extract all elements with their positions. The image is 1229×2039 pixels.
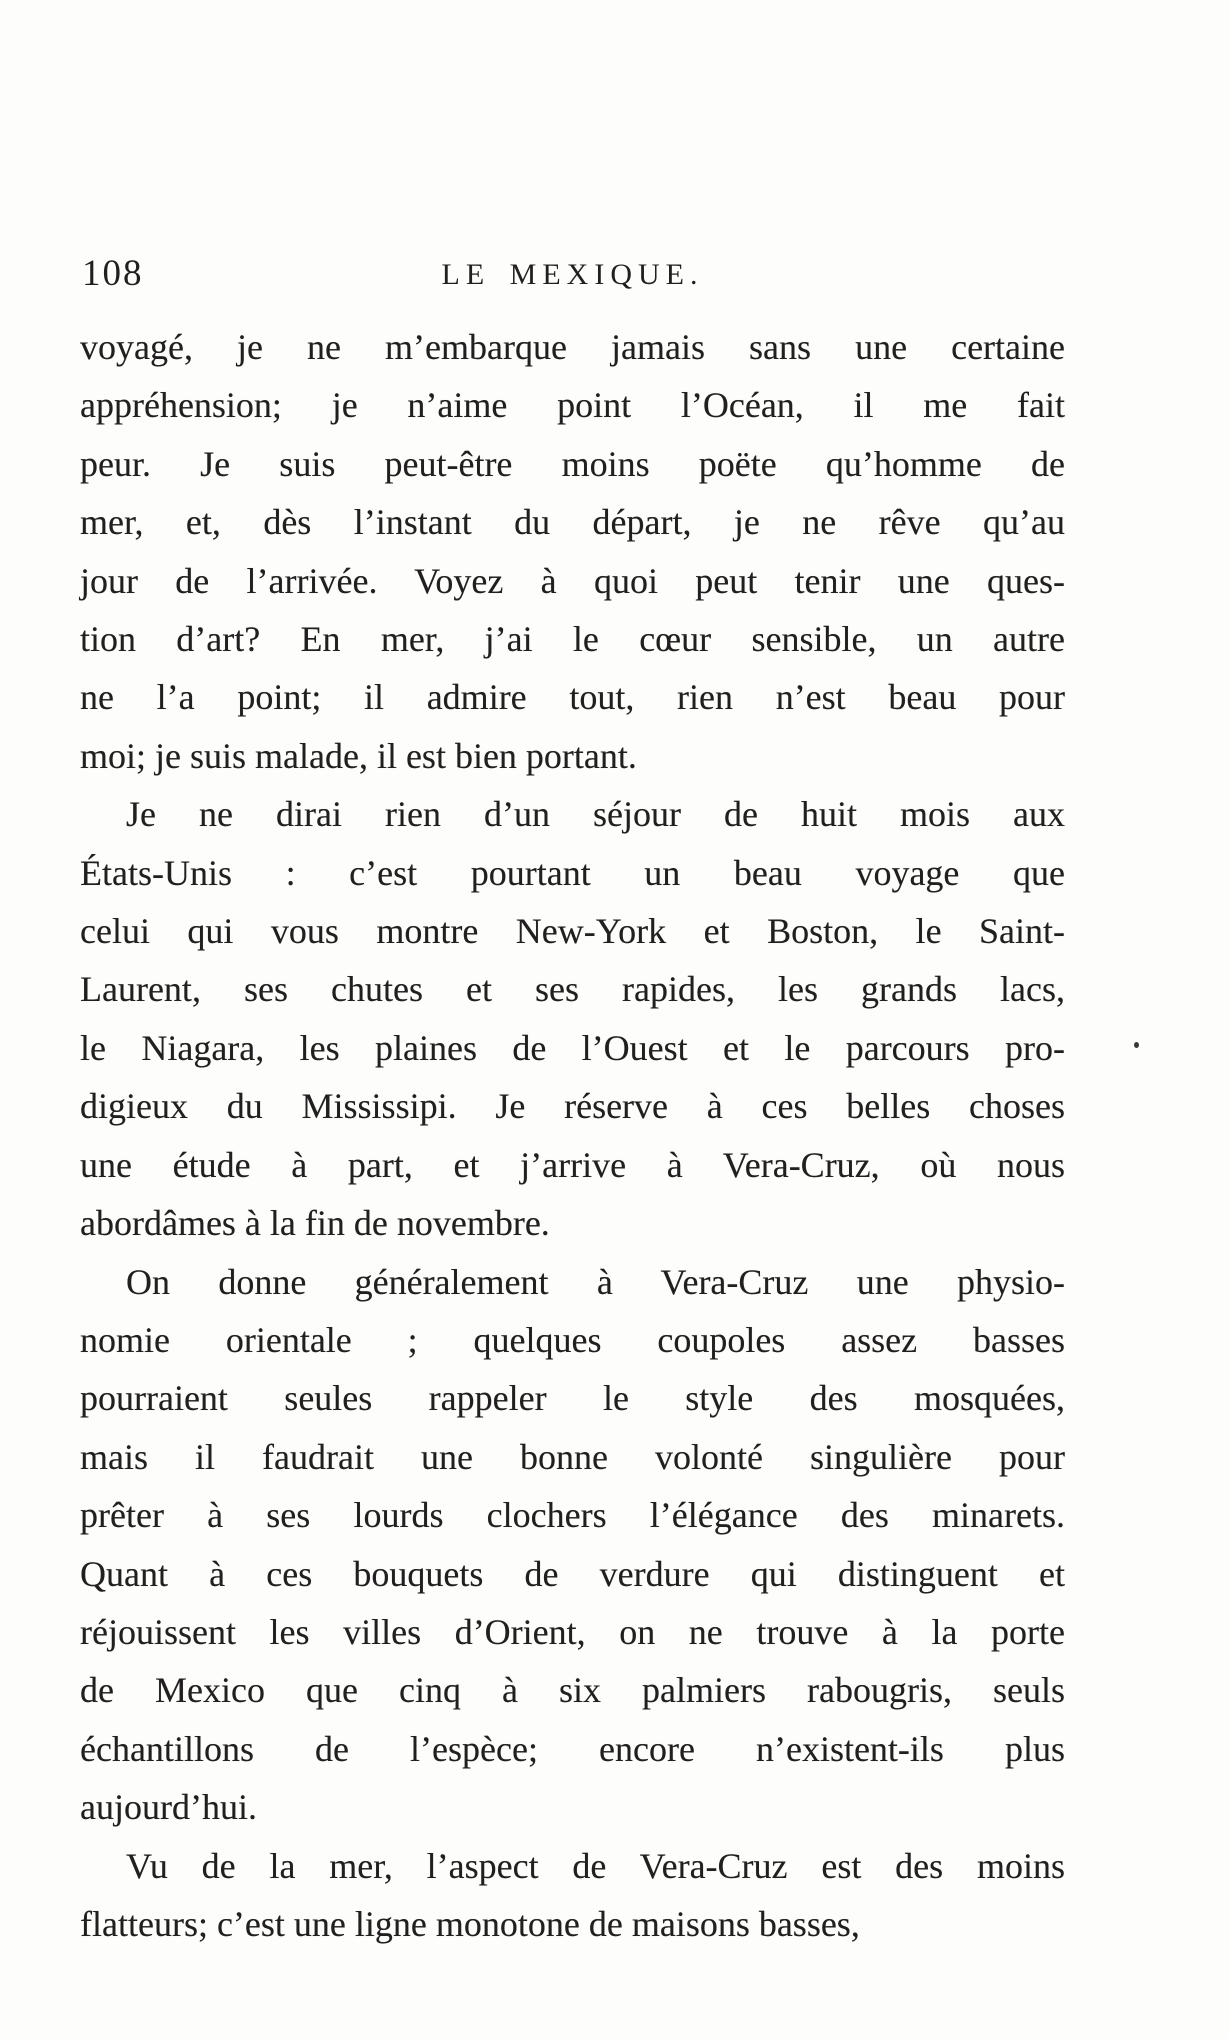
text-line: de Mexico que cinq à six palmiers rabougris, seuls [80, 1670, 1065, 1711]
text-line: tion d’art? En mer, j’ai le cœur sensible, un autre [80, 619, 1065, 660]
page-header [80, 252, 1065, 302]
paragraph [80, 318, 1065, 785]
text-line: peur. Je suis peut-être moins poëte qu’homme de [80, 443, 1065, 484]
text-line: jour de l’arrivée. Voyez à quoi peut tenir une ques- [80, 560, 1065, 601]
text-line: celui qui vous montre New-York et Boston, le Saint- [80, 911, 1065, 952]
page-number: 108 [82, 253, 144, 294]
text-line: mer, et, dès l’instant du départ, je ne rêve qu’au [80, 502, 1065, 543]
text-line: flatteurs; c’est une ligne monotone de maisons basses, [80, 1903, 860, 1944]
text-line: États-Unis : c’est pourtant un beau voyage que [80, 852, 1065, 893]
text-line: une étude à part, et j’arrive à Vera-Cruz, où nous [80, 1144, 1065, 1185]
text-line: nomie orientale ; quelques coupoles assez basses [80, 1319, 1065, 1360]
text-line: appréhension; je n’aime point l’Océan, il me fait [80, 385, 1065, 426]
paragraph [80, 1253, 1065, 1837]
running-title: LE MEXIQUE. [441, 258, 704, 291]
text-line: voyagé, je ne m’embarque jamais sans une certaine [80, 327, 1065, 367]
text-line: Laurent, ses chutes et ses rapides, les grands lacs, [80, 969, 1065, 1010]
page-body [80, 318, 1065, 1953]
text-line: On donne généralement à Vera-Cruz une physio- [126, 1261, 1065, 1302]
text-line: moi; je suis malade, il est bien portant. [80, 735, 637, 776]
text-line: le Niagara, les plaines de l’Ouest et le parcours pro- [80, 1027, 1065, 1068]
text-line: mais il faudrait une bonne volonté singulière pour [80, 1436, 1065, 1477]
text-line: prêter à ses lourds clochers l’élégance des minarets. [80, 1495, 1065, 1536]
text-line: pourraient seules rappeler le style des mosquées, [80, 1378, 1065, 1419]
text-line: digieux du Mississipi. Je réserve à ces belles choses [80, 1086, 1065, 1127]
text-line: Je ne dirai rien d’un séjour de huit mois aux [126, 794, 1065, 835]
text-line: Quant à ces bouquets de verdure qui distinguent et [80, 1553, 1065, 1594]
text-line: réjouissent les villes d’Orient, on ne trouve à la porte [80, 1611, 1065, 1652]
text-line: Vu de la mer, l’aspect de Vera-Cruz est des moins [126, 1845, 1065, 1886]
text-line: aujourd’hui. [80, 1787, 257, 1828]
text-line: ne l’a point; il admire tout, rien n’est beau pour [80, 677, 1065, 718]
scan-speck [1134, 1042, 1139, 1048]
text-line: abordâmes à la fin de novembre. [80, 1203, 550, 1244]
paragraph [80, 785, 1065, 1252]
paragraph [80, 1837, 1065, 1954]
text-line: échantillons de l’espèce; encore n’existent-ils plus [80, 1728, 1065, 1769]
